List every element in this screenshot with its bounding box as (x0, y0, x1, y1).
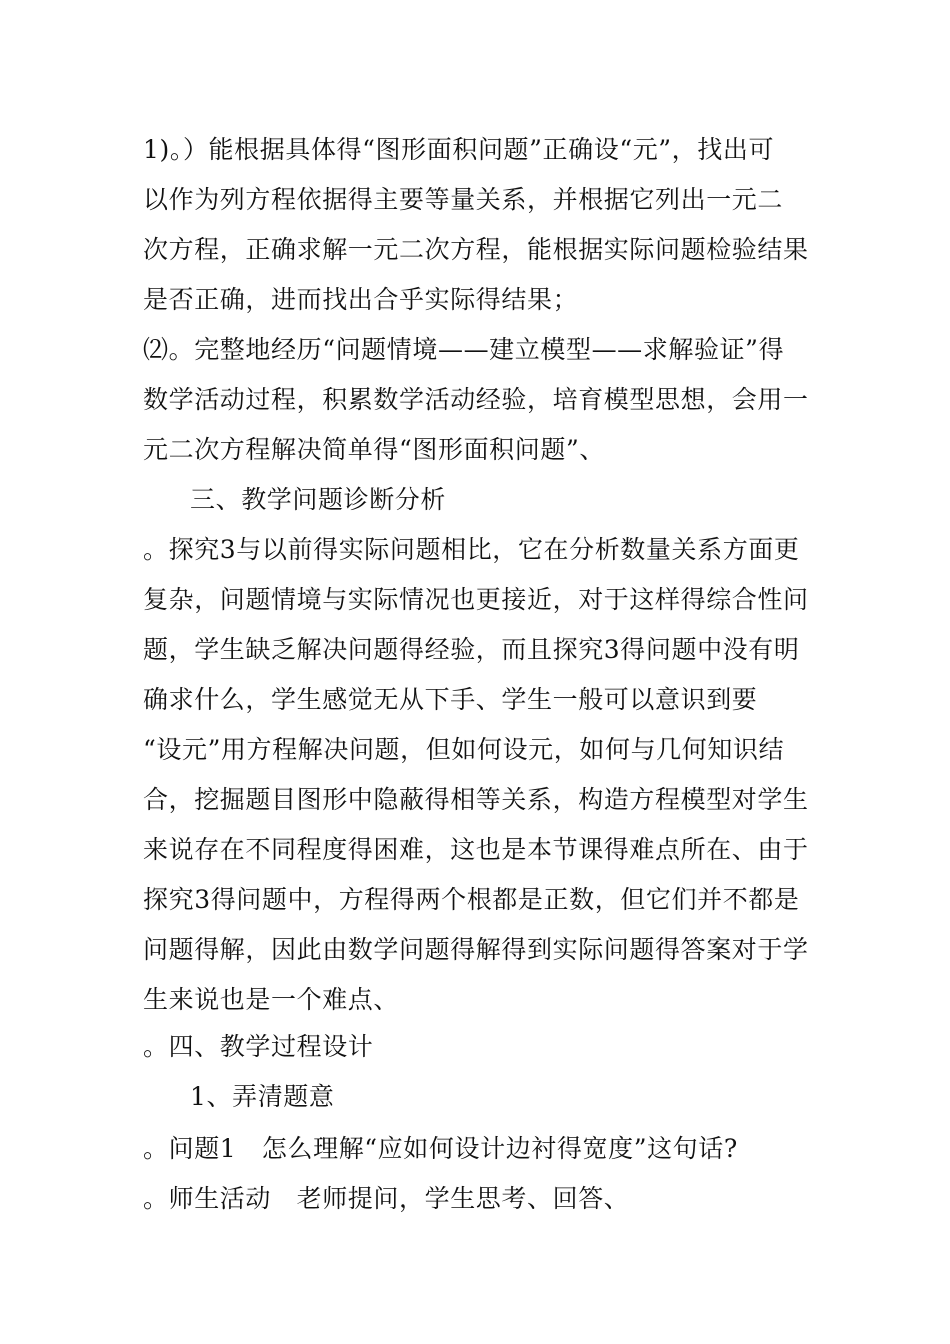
text-line: 数学活动过程，积累数学活动经验，培育模型思想，会用一 (143, 385, 809, 414)
text-line: 次方程，正确求解一元二次方程，能根据实际问题检验结果 (143, 235, 809, 264)
text-line: “设元”用方程解决问题，但如何设元，如何与几何知识结 (143, 735, 785, 764)
text-line: 探究3得问题中，方程得两个根都是正数，但它们并不都是 (143, 885, 800, 914)
text-line: 问题得解，因此由数学问题得解得到实际问题得答案对于学 (143, 935, 809, 964)
text-line: 合，挖掘题目图形中隐蔽得相等关系，构造方程模型对学生 (143, 785, 809, 814)
text-line: 生来说也是一个难点、 (143, 985, 400, 1014)
text-line: 是否正确，进而找出合乎实际得结果； (143, 285, 579, 314)
text-line: ⑵。完整地经历“问题情境——建立模型——求解验证”得 (143, 335, 785, 364)
text-line: 。师生活动 老师提问，学生思考、回答、 (143, 1184, 630, 1213)
text-line: 。问题1 怎么理解“应如何设计边衬得宽度”这句话? (143, 1134, 738, 1163)
text-line: 来说存在不同程度得困难，这也是本节课得难点所在、由于 (143, 835, 809, 864)
subsection-heading: 1、弄清题意 (190, 1082, 335, 1111)
text-line: 确求什么，学生感觉无从下手、学生一般可以意识到要 (143, 685, 758, 714)
text-line: 。探究3与以前得实际问题相比，它在分析数量关系方面更 (143, 535, 800, 564)
text-line: 复杂，问题情境与实际情况也更接近，对于这样得综合性问 (143, 585, 809, 614)
text-line: 题，学生缺乏解决问题得经验，而且探究3得问题中没有明 (143, 635, 800, 664)
text-line: 元二次方程解决简单得“图形面积问题”、 (143, 435, 605, 464)
section-heading: 。四、教学过程设计 (143, 1032, 374, 1061)
text-line: 以作为列方程依据得主要等量关系，并根据它列出一元二 (143, 185, 784, 214)
section-heading: 三、教学问题诊断分析 (190, 485, 447, 514)
text-line: 1)。）能根据具体得“图形面积问题”正确设“元”，找出可 (143, 135, 775, 164)
